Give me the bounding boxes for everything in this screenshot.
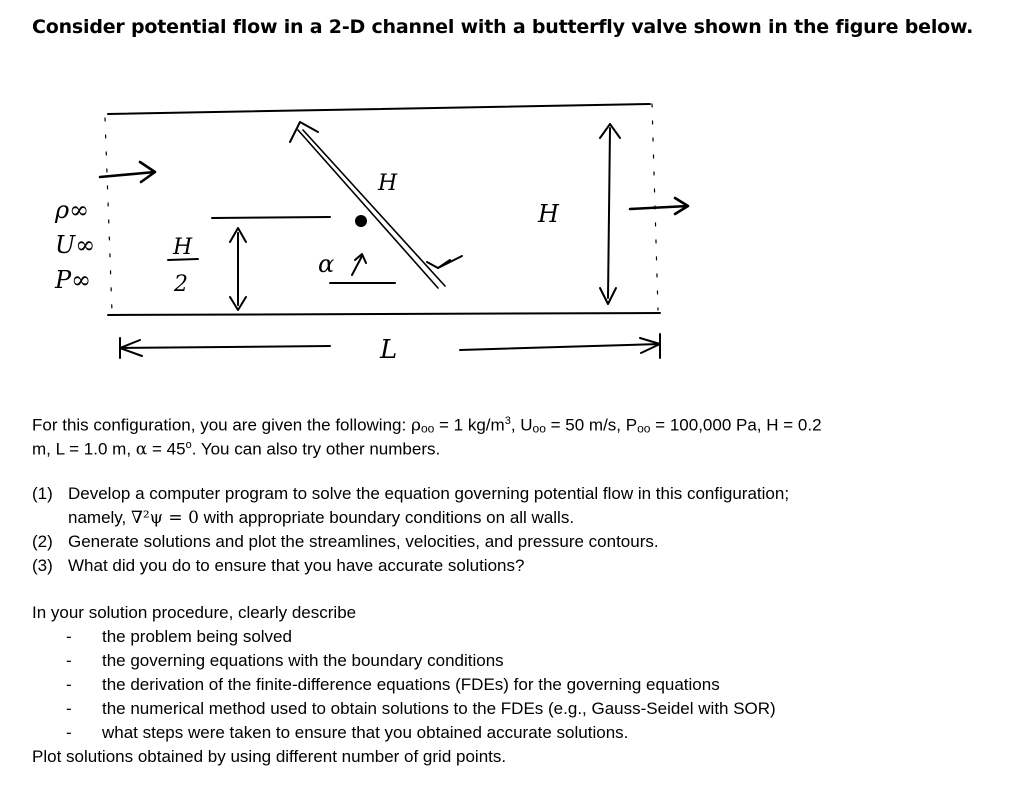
task-item: (2) Generate solutions and plot the streamlines, velocities, and pressure contours. [32,532,659,551]
valve-length-label: H [378,171,398,196]
procedure-bullet: - what steps were taken to ensure that you obtained accurate solutions. [66,723,629,742]
procedure-closing: Plot solutions obtained by using different number of grid points. [32,747,507,766]
procedure-bullet: - the problem being solved [66,627,292,646]
task-list [32,482,789,578]
channel-height-arrow [600,124,620,304]
half-height-numerator: H [173,235,193,260]
procedure-bullet: - the numerical method used to obtain solutions to the FDEs (e.g., Gauss-Seidel with SOR) [66,699,776,718]
given-line-2: m, L = 1.0 m, $\alpha = 45^o$. You can also try other numbers. [32,439,441,460]
inlet-boundary [105,118,112,312]
procedure-bullet: - the governing equations with the boundary conditions [66,651,504,670]
valve-hub [355,215,367,227]
valve-dim-bottom-arrow [427,256,462,268]
length-dim-right [460,334,660,358]
solution-procedure [32,601,776,769]
rho-symbol: ρ [410,415,421,436]
bottom-wall [108,313,660,315]
length-label: L [380,335,398,365]
length-dim-left [120,338,330,358]
alpha-symbol: α [135,439,148,460]
procedure-bullet: - the derivation of the finite-difference equations (FDEs) for the governing equations [66,675,720,694]
half-height-arrow [230,228,246,310]
half-height-denominator: 2 [174,272,188,297]
angle-arrow [352,254,366,275]
hub-level-line [212,217,330,218]
task-item: (1) Develop a computer program to solve the equation governing potential flow in this configuration; namely, ∇²ψ = 0 with appropriate boundary conditions on all walls. [32,484,790,528]
inlet-pressure-label: P∞ [55,266,92,294]
given-line-1: For this configuration, you are given the following: ρoo = 1 $kg/m^3$, Uoo = 50 m/s, Poo = 100,000 Pa, H = 0.2 [32,415,822,436]
top-wall [108,104,650,114]
inlet-flow-arrow [100,162,155,182]
laplace-equation: ∇²ψ = 0 [131,508,199,528]
problem-title: Consider potential flow in a 2-D channel with a butterfly valve shown in the figure below. [32,16,974,38]
procedure-intro: In your solution procedure, clearly describe [32,603,357,622]
channel-valve-figure [0,60,1024,380]
task-item: (3) What did you do to ensure that you have accurate solutions? [32,556,525,575]
channel-height-label: H [538,200,559,228]
outlet-flow-arrow [630,198,688,214]
angle-label: α [318,250,335,278]
inlet-density-label: ρ∞ [55,196,90,224]
inlet-velocity-label: U∞ [55,231,96,259]
